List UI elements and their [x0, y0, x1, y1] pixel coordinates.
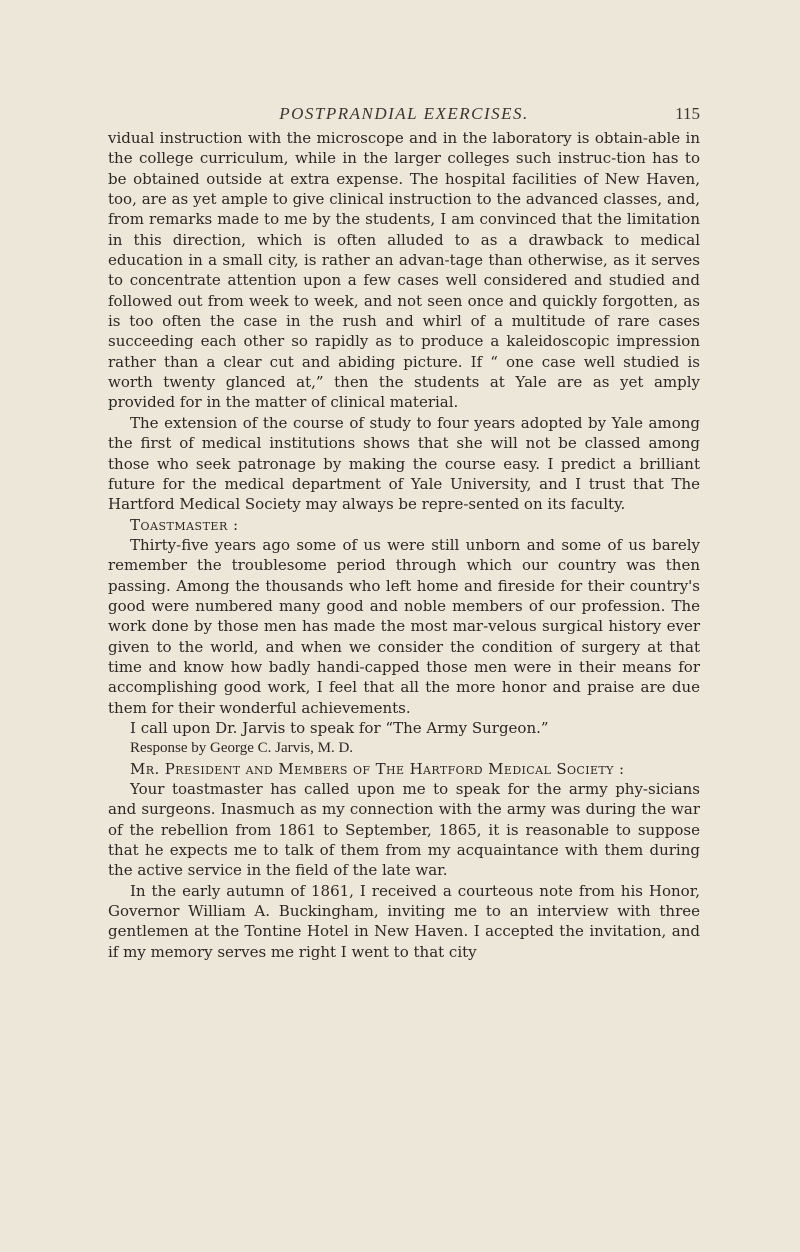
- page-header: [108, 104, 700, 126]
- toastmaster-label: Toastmaster :: [130, 515, 239, 534]
- running-title: POSTPRANDIAL EXERCISES.: [279, 104, 529, 123]
- paragraph-call-upon: I call upon Dr. Jarvis to speak for “The Army Surgeon.”: [130, 718, 549, 737]
- page-number: 115: [675, 104, 700, 123]
- paragraph-yale-course: The extension of the course of study to four years adopted by Yale among the first of medical institutions shows that she will not be classed among those who seek patronage by making the course easy. I predict a brilliant future for the medical department of Yale University, and I trust that The Hartford Medical Society may always be repre-sented on its faculty.: [108, 413, 700, 514]
- paragraph-toastmaster-called: Your toastmaster has called upon me to speak for the army phy-sicians and surgeons. Inasmuch as my connection with the army was during the war of the rebellion from 1861 to September, 1865, it is reasonable to suppose that he expects me to talk of them from my acquaintance with them during the active service in the field of the late war.: [108, 780, 700, 880]
- paragraph-continued: vidual instruction with the microscope and in the laboratory is obtain-able in the college curriculum, while in the larger colleges such instruc-tion has to be obtained outside at extra expense. The hospital facilities of New Haven, too, are as yet ample to give clinical instruction to the advanced classes, and, from remarks made to me by the students, I am convinced that the limitation in this direction, which is often alluded to as a drawback to medical education in a small city, is rather an advan-tage than otherwise, as it serves to concentrate attention upon a few cases well considered and studied and followed out from week to week, and not seen once and quickly forgotten, as is too often the case in the rush and whirl of a multitude of rare cases succeeding each other so rapidly as to produce a kaleidoscopic impression rather than a clear cut and abiding picture. If “ one case well studied is worth twenty glanced at,” then the students at Yale are as yet amply provided for in the matter of clinical material.: [108, 129, 700, 412]
- page-body: [108, 128, 700, 962]
- paragraph-thirty-five-years: Thirty-five years ago some of us were still unborn and some of us barely remember the troublesome period through which our country was then passing. Among the thousands who left home and fireside for their country's good were numbered many good and noble members of our profession. The work done by those men has made the most mar-velous surgical history ever given to the world, and when we consider the condition of surgery at that time and know how badly handi-capped those men were in their means for accomplishing good work, I feel that all the more honor and praise are due them for their wonderful achievements.: [108, 535, 700, 717]
- salutation: Mr. President and Members of The Hartford Medical Society :: [130, 759, 625, 778]
- response-heading: Response by George C. Jarvis, M. D.: [130, 740, 354, 757]
- paragraph-autumn-1861: In the early autumn of 1861, I received a courteous note from his Honor, Governor William A. Buckingham, inviting me to an interview with three gentlemen at the Tontine Hotel in New Haven. I accepted the invitation, and if my memory serves me right I went to that city: [108, 881, 700, 961]
